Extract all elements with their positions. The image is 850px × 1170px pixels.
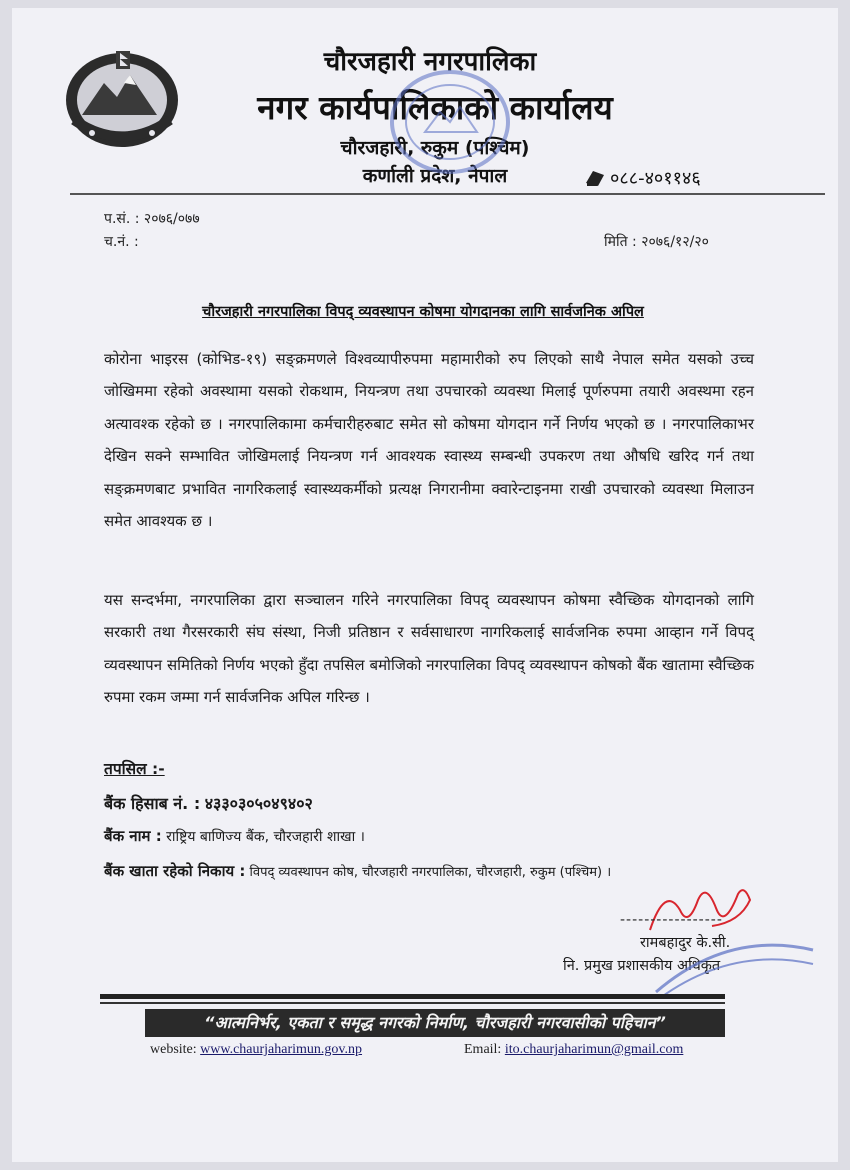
footer-rule-thin [100, 1002, 725, 1004]
official-stamp [648, 940, 818, 1000]
email-link[interactable]: ito.chaurjaharimun@gmail.com [504, 1042, 684, 1057]
signatory-title: नि. प्रमुख प्रशासकीय अधिकृत [563, 958, 721, 974]
bank-account-label: बैंक हिसाब नं. : [104, 794, 201, 813]
office-address: चौरजहारी, रुकुम (पश्चिम) [340, 137, 530, 159]
signature-scribble [640, 880, 755, 940]
bank-account-number: ४३३०३०५०४९४०२ [204, 794, 313, 813]
province-country: कर्णाली प्रदेश, नेपाल [362, 165, 508, 187]
website-label: website: [150, 1042, 197, 1057]
header-divider [70, 193, 825, 195]
footer-website [150, 1042, 362, 1058]
website-link[interactable]: www.chaurjaharimun.gov.np [200, 1042, 363, 1057]
phone-icon [584, 169, 606, 187]
dispatch-number: च.नं. : [104, 234, 139, 250]
municipality-name: चौरजहारी नगरपालिका [323, 47, 537, 77]
bank-account-line [104, 792, 313, 814]
letter-date: मिति : २०७६/१२/२० [604, 234, 709, 250]
details-heading: तपसिल :- [104, 760, 165, 778]
phone-number [584, 166, 784, 190]
phone-value: ०८८-४०११४६ [610, 168, 701, 189]
footer-rule-thick [100, 994, 725, 999]
body-paragraph-1: कोरोना भाइरस (कोभिड-१९) सङ्क्रमणले विश्वव्यापीरुपमा महामारीको रुप लिएको साथै नेपाल समेत यसको उच्च जोखिममा रहेको अवस्थामा यसको रोकथाम, नियन्त्रण तथा उपचारको व्यवस्था मिलाई पूर्णरुपमा तयारी अवस्थमा रहन अत्यावश्क रहेको छ । नगरपालिकामा कर्मचारीहरुबाट समेत सो कोषमा योगदान गर्ने निर्णय भएको छ । नगरपालिकाभर देखिन सक्ने सम्भावित जोखिमलाई नियन्त्रण गर्न आवश्यक स्वास्थ्य सम्बन्धी उपकरण तथा औषधि खरिद गर्न तथा सङ्क्रमणबाट प्रभावित नागरिकलाई स्वास्थ्यकर्मीको प्रत्यक्ष निगरानीमा क्वारेन्टाइनमा राखी उपचारको व्यवस्था मिलाउन समेत आवश्यक छ । [104, 350, 754, 531]
bank-name-value: राष्ट्रिय बाणिज्य बैंक, चौरजहारी शाखा । [166, 829, 365, 845]
footer-email [464, 1042, 683, 1058]
signature-line: ----------------- [620, 912, 723, 928]
footer-motto: “आत्मनिर्भर, एकता र समृद्ध नगरको निर्माण, चौरजहारी नगरवासीको पहिचान” [145, 1009, 725, 1037]
reference-number: प.सं. : २०७६/०७७ [104, 211, 200, 227]
email-label: Email: [464, 1042, 502, 1057]
office-stamp [385, 62, 515, 182]
account-holder-value: विपद् व्यवस्थापन कोष, चौरजहारी नगरपालिका, चौरजहारी, रुकुम (पश्चिम) । [249, 865, 612, 880]
signatory-name: रामबहादुर के.सी. [640, 935, 731, 951]
bank-name-label: बैंक नाम : [104, 827, 162, 845]
office-name: नगर कार्यपालिकाको कार्यालय [257, 88, 613, 127]
letter-subject: चौरजहारी नगरपालिका विपद् व्यवस्थापन कोषमा योगदानका लागि सार्वजनिक अपिल [202, 304, 644, 320]
body-paragraph-2: यस सन्दर्भमा, नगरपालिका द्वारा सञ्चालन गरिने नगरपालिका विपद् व्यवस्थापन कोषमा स्वैच्छिक योगदानको लागि सरकारी तथा गैरसरकारी संघ संस्था, निजी प्रतिष्ठान र सर्वसाधारण नागरिकलाई सार्वजनिक रुपमा आव्हान गर्ने विपद् व्यवस्थापन समितिको निर्णय भएको हुँदा तपसिल बमोजिको नगरपालिका विपद् व्यवस्थापन कोषको बैंक खातामा स्वैच्छिक रुपमा रकम जम्मा गर्न सार्वजनिक अपिल गरिन्छ । [104, 591, 754, 707]
bank-name-line [104, 826, 365, 846]
account-holder-label: बैंक खाता रहेको निकाय : [104, 862, 246, 880]
municipality-emblem-icon [62, 45, 182, 150]
account-holder-line [104, 861, 611, 881]
